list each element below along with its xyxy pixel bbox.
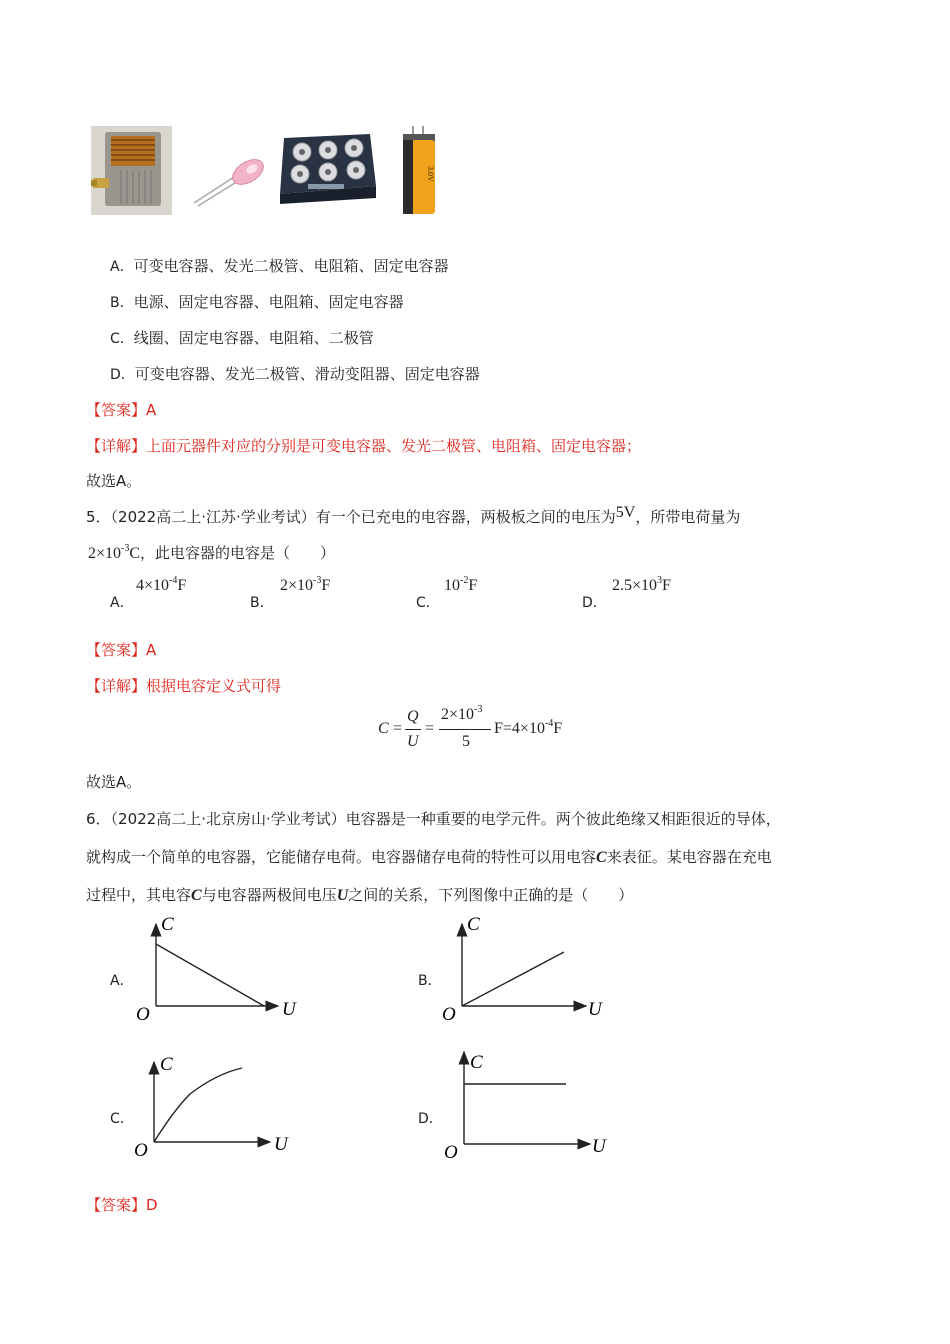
y-axis-label: C — [467, 914, 480, 935]
q6-option-c-letter: C． — [110, 1111, 134, 1127]
q6-answer — [86, 1194, 158, 1215]
detail-label: 【详解】 — [86, 677, 147, 695]
x-axis-label: U — [282, 999, 296, 1020]
charge-value: $2\times 10^{-3}C$ — [88, 543, 141, 562]
q5-option-b — [250, 577, 390, 611]
q6-graph-c — [130, 1048, 310, 1164]
capacitor-label: 3.0V — [426, 166, 435, 182]
stem-text: 之间的关系，下列图像中正确的是（ ） — [348, 886, 634, 904]
q4-option-c — [110, 327, 374, 348]
q6-graph-a — [130, 910, 310, 1026]
x-axis-label: U — [588, 999, 602, 1020]
q6-option-a-letter: A． — [110, 973, 134, 989]
q5-stem-line1 — [86, 506, 740, 527]
option-letter: C． — [416, 595, 440, 611]
question-source: （2022高二上·北京房山·学业考试） — [110, 810, 346, 828]
q6-stem-line3 — [86, 884, 633, 905]
option-letter: B． — [250, 595, 274, 611]
voltage-value: 5V — [615, 504, 636, 521]
formula-denominator-voltage: 5 — [462, 733, 470, 750]
graph-curve — [156, 944, 264, 1006]
option-letter: D． — [582, 595, 607, 611]
formula-numerator-q: Q — [407, 708, 419, 725]
stem-text: 就构成一个简单的电容器，它能储存电荷。电容器储存电荷的特性可以用电容 — [86, 848, 597, 866]
q4-answer — [86, 399, 156, 420]
stem-text: 过程中，其电容 — [86, 886, 192, 904]
q5-answer — [86, 639, 156, 660]
answer-label: 【答案】 — [86, 401, 147, 419]
variable-u: U — [336, 887, 349, 904]
stem-text-end: ，所带电荷量为 — [635, 508, 741, 526]
answer-label: 【答案】 — [86, 1196, 147, 1214]
option-text: 可变电容器、发光二极管、滑动变阻器、固定电容器 — [134, 365, 480, 383]
stem-text: 电容器是一种重要的电学元件。两个彼此绝缘又相距很近的导体， — [345, 810, 781, 828]
q6-stem-line2 — [86, 846, 772, 867]
q4-conclusion: 故选A。 — [86, 472, 142, 490]
option-text: 线圈、固定电容器、电阻箱、二极管 — [133, 329, 374, 347]
stem-text: 与电容器两极间电压 — [201, 886, 337, 904]
q6-graph-b — [436, 910, 616, 1026]
q5-stem-line2 — [88, 542, 335, 563]
stem-text: ，此电容器的电容是（ ） — [140, 544, 336, 562]
option-letter: D． — [110, 367, 135, 383]
q6-option-b-letter: B． — [418, 973, 442, 989]
variable-c: C — [596, 849, 607, 866]
q4-detail — [86, 435, 641, 456]
formula-denominator-u: U — [407, 733, 419, 750]
x-axis-label: U — [592, 1136, 606, 1157]
answer-value: A — [146, 401, 157, 419]
question-number: 5． — [86, 508, 111, 526]
led-photo — [190, 155, 268, 207]
stem-text: 来表征。某电容器在充电 — [606, 848, 772, 866]
x-axis-label: U — [274, 1134, 288, 1155]
stem-text: 有一个已充电的电容器，两极板之间的电压为 — [315, 508, 616, 526]
detail-text: 根据电容定义式可得 — [146, 677, 282, 695]
answer-value: A — [146, 641, 157, 659]
formula-numerator-charge: $2\times 10^{-3}$ — [441, 704, 483, 723]
q5-option-a — [110, 577, 250, 611]
option-value: $4\times 10^{-4}F$ — [136, 575, 187, 594]
capacitance-formula — [378, 706, 588, 756]
y-axis-label: C — [161, 914, 174, 935]
formula-lhs: C — [378, 720, 389, 737]
y-axis-label: C — [160, 1054, 173, 1075]
q5-conclusion: 故选A。 — [86, 773, 142, 791]
resistance-box-photo — [272, 128, 378, 206]
option-letter: C． — [110, 331, 134, 347]
option-letter: A． — [110, 595, 134, 611]
formula-eq: = — [393, 720, 403, 737]
q5-detail — [86, 675, 281, 696]
q6-option-d-letter: D． — [418, 1111, 443, 1127]
answer-value: D — [146, 1196, 158, 1214]
fixed-capacitor-photo — [397, 126, 441, 216]
question-number: 6． — [86, 810, 111, 828]
origin-label: O — [442, 1004, 456, 1025]
variable-capacitor-photo — [91, 126, 172, 215]
option-text: 电源、固定电容器、电阻箱、固定电容器 — [133, 293, 404, 311]
y-axis-label: C — [470, 1052, 483, 1073]
graph-curve — [462, 952, 564, 1006]
variable-c: C — [191, 887, 202, 904]
detail-label: 【详解】 — [86, 437, 147, 455]
origin-label: O — [136, 1004, 150, 1025]
q6-graph-d — [436, 1048, 616, 1164]
answer-label: 【答案】 — [86, 641, 147, 659]
origin-label: O — [444, 1142, 458, 1163]
q4-option-d — [110, 363, 480, 384]
option-letter: B． — [110, 295, 134, 311]
q6-stem-line1 — [86, 808, 781, 829]
option-value: $10^{-2}F$ — [444, 575, 478, 594]
formula-result: $F=4\times 10^{-4}F$ — [494, 718, 563, 737]
q4-option-b — [110, 291, 404, 312]
q5-option-c — [416, 577, 556, 611]
option-letter: A． — [110, 259, 134, 275]
option-text: 可变电容器、发光二极管、电阻箱、固定电容器 — [133, 257, 449, 275]
q4-option-a — [110, 255, 449, 276]
option-value: $2.5\times 10^3F$ — [612, 575, 671, 594]
formula-eq: = — [425, 720, 435, 737]
q5-option-d — [582, 577, 722, 611]
graph-curve — [154, 1068, 242, 1142]
detail-text: 上面元器件对应的分别是可变电容器、发光二极管、电阻箱、固定电容器； — [146, 437, 642, 455]
question-source: （2022高二上·江苏·学业考试） — [110, 508, 316, 526]
option-value: $2\times 10^{-3}F$ — [280, 575, 331, 594]
origin-label: O — [134, 1140, 148, 1161]
